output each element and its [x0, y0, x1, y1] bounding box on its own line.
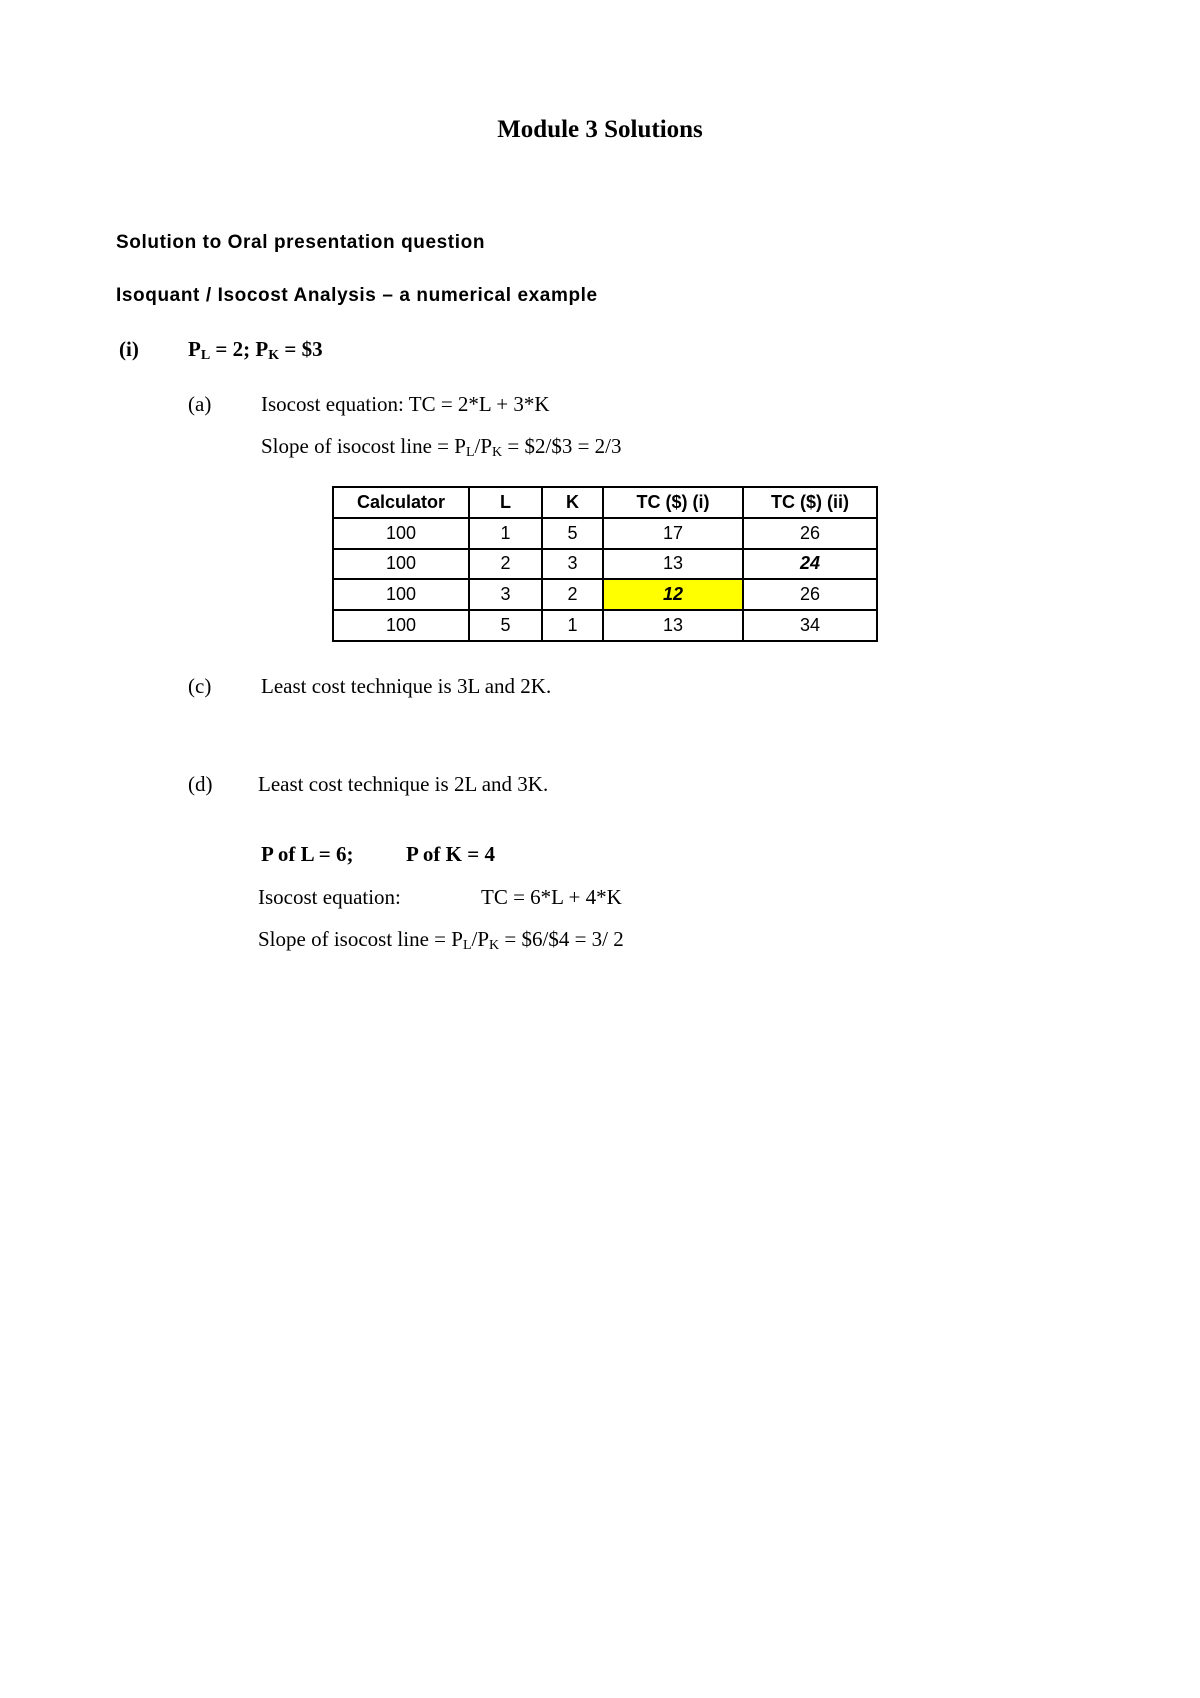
table-header-cell: TC ($) (ii): [743, 487, 877, 518]
table-header-cell: TC ($) (i): [603, 487, 743, 518]
item-c-marker: (c): [188, 674, 212, 698]
table-cell: 13: [603, 549, 743, 580]
table-header-cell: Calculator: [333, 487, 469, 518]
table-cell: 3: [542, 549, 603, 580]
table-cell: 26: [743, 579, 877, 610]
table-header-row: [333, 487, 877, 518]
table-cell: 17: [603, 518, 743, 549]
part-i-prices: $P_L = 2$; $P_K$ = $3: [188, 337, 323, 363]
table-cell: 26: [743, 518, 877, 549]
item-c-text: Least cost technique is 3L and 2K.: [261, 674, 552, 698]
part-ii-equation: TC = 6*L + 4*K: [481, 885, 622, 909]
table-cell: 2: [469, 549, 542, 580]
cost-table: [332, 486, 878, 642]
item-a-slope: Slope of isocost line = $P_L/P_K$ = $2/$3 = 2/3: [261, 434, 622, 460]
item-a-isocost-equation: Isocost equation: TC = 2*L + 3*K: [261, 392, 550, 416]
table-header-cell: L: [469, 487, 542, 518]
table-header-cell: K: [542, 487, 603, 518]
table-cell: 5: [469, 610, 542, 641]
table-row: [333, 518, 877, 549]
item-a-marker: (a): [188, 392, 212, 416]
part-i-marker: (i): [119, 337, 139, 361]
table-cell: 2: [542, 579, 603, 610]
part-ii-slope: Slope of isocost line = $P_L/P_K$ = $6/$4 = 3/ 2: [258, 927, 624, 953]
table-cell-min-ii: 24: [743, 549, 877, 580]
table-cell: 100: [333, 518, 469, 549]
item-d-marker: (d): [188, 772, 213, 796]
heading-isoquant-analysis: Isoquant / Isocost Analysis – a numerical example: [116, 285, 598, 306]
table-cell: 34: [743, 610, 877, 641]
table-cell: 5: [542, 518, 603, 549]
table-cell: 1: [542, 610, 603, 641]
part-ii-price-capital: P of K = 4: [406, 842, 495, 866]
part-ii-equation-label: Isocost equation:: [258, 885, 401, 909]
table-cell: 100: [333, 610, 469, 641]
part-ii-price-labour: P of L = 6;: [261, 842, 354, 866]
table-cell: 100: [333, 549, 469, 580]
table-row: [333, 579, 877, 610]
table-cell: 13: [603, 610, 743, 641]
table-cell: 1: [469, 518, 542, 549]
table-cell-min-i-highlighted: 12: [603, 579, 743, 610]
table-row: [333, 549, 877, 580]
table-cell: 3: [469, 579, 542, 610]
page-title: Module 3 Solutions: [497, 116, 703, 143]
table-cell: 100: [333, 579, 469, 610]
item-d-text: Least cost technique is 2L and 3K.: [258, 772, 549, 796]
table-row: [333, 610, 877, 641]
heading-oral-presentation: Solution to Oral presentation question: [116, 232, 486, 253]
